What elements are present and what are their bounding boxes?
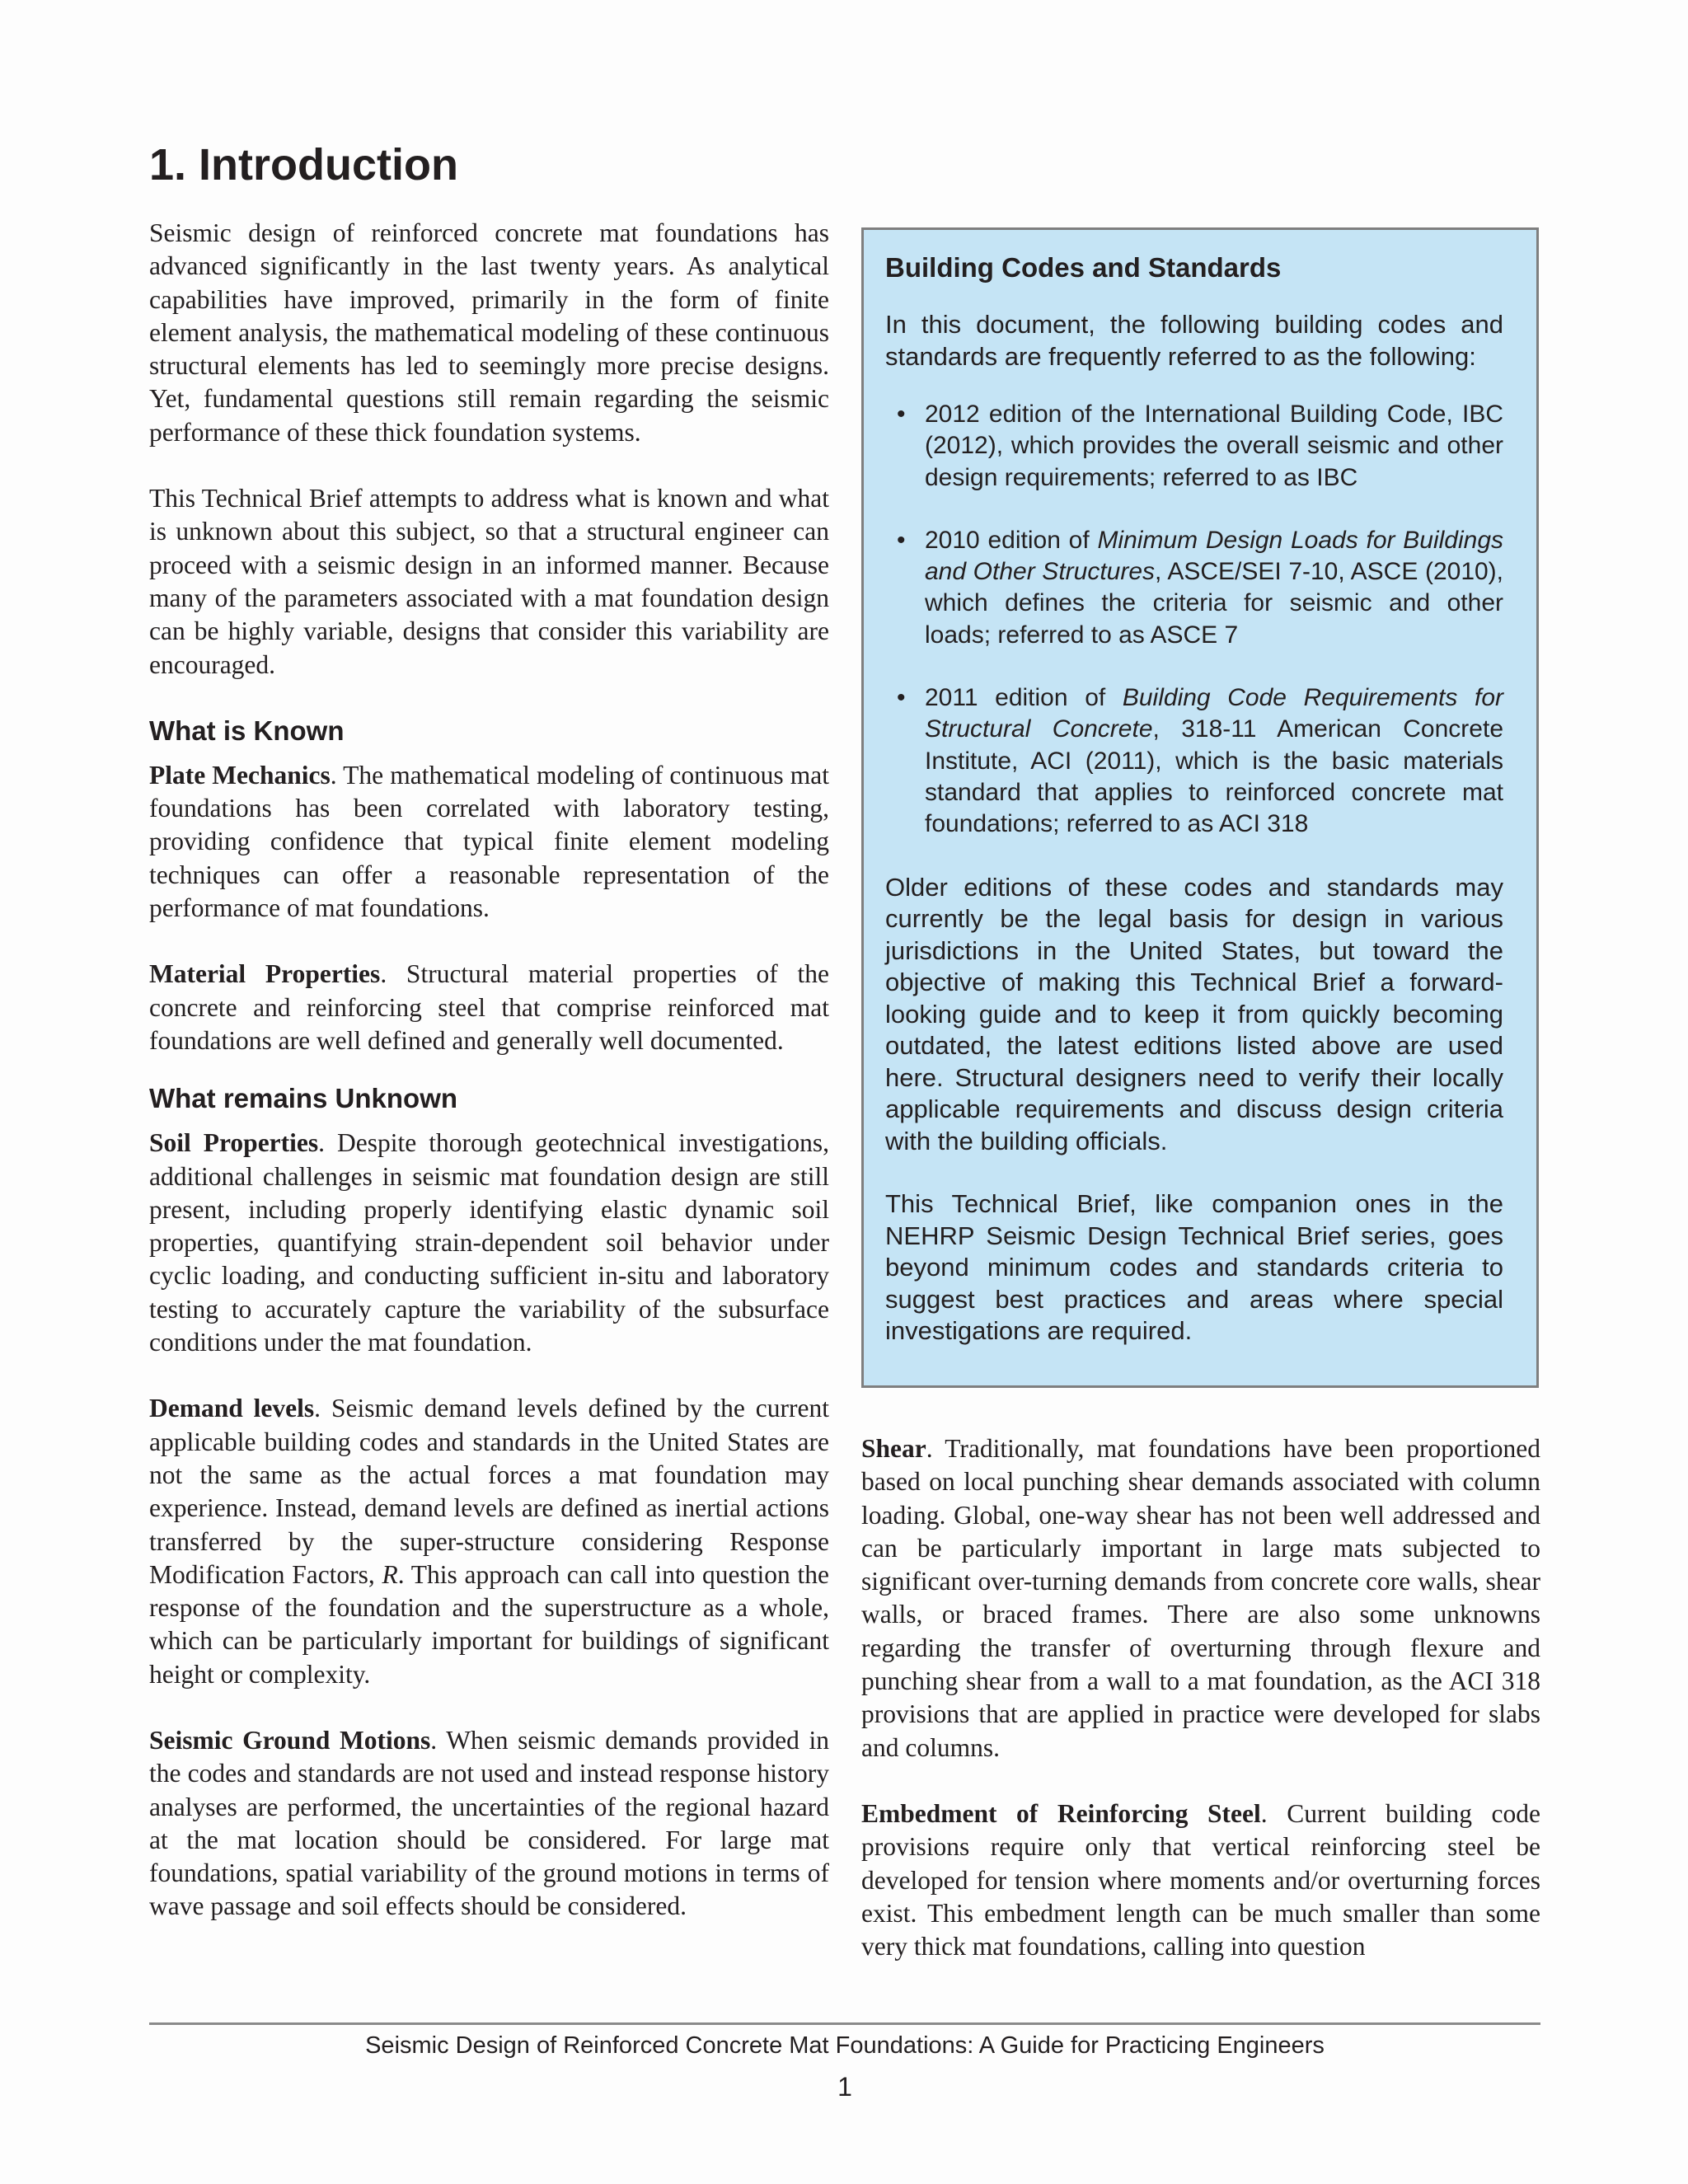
- list-item: [885, 682, 1503, 840]
- known-material-properties: [149, 958, 829, 1057]
- list-item-suffix: , 318-11 American Concrete Institute, ACI (2011), which is the basic materials standard that applies to reinforced concrete mat foundations; referred to as ACI 318: [925, 715, 1503, 838]
- list-item-suffix: , ASCE/SEI 7-10, ASCE (2010), which defines the criteria for seismic and other loads; referred to as ASCE 7: [925, 558, 1504, 649]
- paragraph-lead: Material Properties: [149, 959, 381, 989]
- paragraph-lead: Soil Properties: [149, 1128, 319, 1158]
- bullet-icon: •: [897, 401, 906, 428]
- known-plate-mechanics: [149, 759, 829, 925]
- unknown-demand-levels: [149, 1392, 829, 1691]
- list-item-prefix: 2010 edition of: [925, 526, 1098, 554]
- list-item: [885, 525, 1503, 651]
- footer-rule: [149, 2022, 1540, 2025]
- paragraph-body: . Current building code provisions require only that vertical reinforcing steel be developed for tension where moments and/or overturning forces exist. This embedment length can be much smaller than some very thick mat foundations, calling into question: [861, 1798, 1540, 1961]
- page-title: 1. Introduction: [149, 140, 458, 190]
- paragraph-body: . Despite thorough geotechnical investigations, additional challenges in seismic mat foundation design are still present, including properly identifying elastic dynamic soil properties, quantifying strain-dependent soil behavior under cyclic loading, and conducting sufficient in-situ and laboratory testing to accurately capture the variability of the subsurface conditions under the mat foundation.: [149, 1128, 829, 1357]
- standard-title: Minimum Design Loads for Buildings and Other Structures: [925, 526, 1504, 586]
- sidebar-code-list: [885, 399, 1503, 841]
- unknown-seismic-ground-motions: [149, 1724, 829, 1924]
- sidebar-title: Building Codes and Standards: [885, 252, 1282, 283]
- paragraph-body: . The mathematical modeling of continuous mat foundations has been correlated with laboratory testing, providing confidence that typical finite element modeling techniques can offer a reasonable representation of the performance of mat foundations.: [149, 760, 829, 923]
- sidebar-paragraph: This Technical Brief, like companion ones in the NEHRP Seismic Design Technical Brief series, goes beyond minimum codes and standards criteria to suggest best practices and areas where special investigations are required.: [885, 1189, 1503, 1346]
- list-item-text: 2012 edition of the International Building Code, IBC (2012), which provides the overall seismic and other design requirements; referred to as IBC: [925, 401, 1503, 491]
- unknown-shear: [861, 1432, 1540, 1765]
- right-column: [861, 1432, 1540, 1963]
- list-item-prefix: 2011 edition of: [925, 684, 1123, 712]
- paragraph-body: . When seismic demands provided in the codes and standards are not used and instead response history analyses are performed, the uncertainties of the regional hazard at the mat location should be considered. For large mat foundations, spatial variability of the ground motions in terms of wave passage and soil effects should be considered.: [149, 1725, 829, 1921]
- sidebar-paragraph: Older editions of these codes and standards may currently be the legal basis for design in various jurisdictions in the United States, but toward the objective of making this Technical Brief a forward-looking guide and to keep it from quickly becoming outdated, the latest editions listed above are used here. Structural designers need to verify their locally applicable requirements and discuss design criteria with the building officials.: [885, 872, 1503, 1155]
- sidebar-intro: In this document, the following building codes and standards are frequently referred to as the following:: [885, 310, 1503, 371]
- paragraph-body: . Structural material properties of the concrete and reinforcing steel that comprise reinforced mat foundations are well defined and generally well documented.: [149, 959, 829, 1055]
- footer-title: Seismic Design of Reinforced Concrete Mat Foundations: A Guide for Practicing Engineers: [365, 2032, 1325, 2059]
- left-column: [149, 217, 829, 1957]
- paragraph-body: . Traditionally, mat foundations have been proportioned based on local punching shear demands associated with column loading. Global, one-way shear has not been well addressed and can be particularly important in large mats subjected to significant over-turning demands from concrete core walls, shear walls, or braced frames. There are also some unknowns regarding the transfer of overturning through flexure and punching shear from a wall to a mat foundation, as the ACI 318 provisions that are applied in practice were developed for slabs and columns.: [861, 1434, 1540, 1762]
- paragraph-lead: Embedment of Reinforcing Steel: [861, 1798, 1261, 1828]
- section-heading-unknown: What remains Unknown: [149, 1083, 458, 1114]
- paragraph-lead: Seismic Ground Motions: [149, 1725, 431, 1755]
- bullet-icon: •: [897, 526, 906, 554]
- building-codes-sidebar: [861, 227, 1539, 1388]
- bullet-icon: •: [897, 684, 906, 712]
- paragraph-lead: Shear: [861, 1434, 926, 1463]
- list-item: [885, 399, 1503, 494]
- r-symbol: R: [382, 1559, 398, 1589]
- unknown-soil-properties: [149, 1127, 829, 1359]
- standard-title: Building Code Requirements for Structural Concrete: [925, 684, 1503, 743]
- unknown-embedment: [861, 1797, 1540, 1963]
- intro-paragraph: This Technical Brief attempts to address what is known and what is unknown about this subject, so that a structural engineer can proceed with a seismic design in an informed manner. Because many of the parameters associated with a mat foundation design can be highly variable, designs that consider this variability are encouraged.: [149, 484, 829, 679]
- paragraph-body: . This approach can call into question the response of the foundation and the superstructure as a whole, which can be particularly important for buildings of significant height or complexity.: [149, 1559, 829, 1689]
- intro-paragraph: Seismic design of reinforced concrete mat foundations has advanced significantly in the last twenty years. As analytical capabilities have improved, primarily in the form of finite element analysis, the mathematical modeling of these continuous structural elements has led to seemingly more precise designs. Yet, fundamental questions still remain regarding the seismic performance of these thick foundation systems.: [149, 218, 829, 447]
- paragraph-lead: Demand levels: [149, 1394, 315, 1423]
- section-heading-known: What is Known: [149, 715, 345, 746]
- paragraph-body: . Seismic demand levels defined by the current applicable building codes and standards in the United States are not the same as the actual forces a mat foundation may experience. Instead, demand levels are defined as inertial actions transferred by the super-structure considering Response Modification Factors,: [149, 1394, 829, 1589]
- page-number: 1: [837, 2072, 852, 2102]
- paragraph-lead: Plate Mechanics: [149, 760, 331, 790]
